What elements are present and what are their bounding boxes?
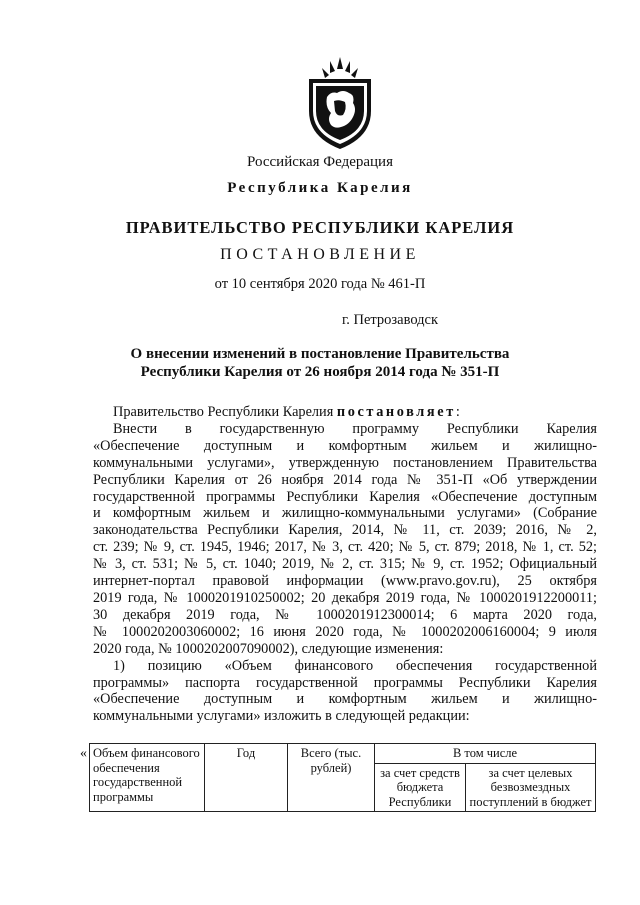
intro-paragraph — [93, 404, 597, 421]
header-including: В том числе — [375, 744, 596, 764]
karelia-coat-of-arms-icon — [301, 55, 379, 153]
intro-emphasis: постановляет — [336, 404, 456, 420]
opening-quote: « — [80, 746, 87, 761]
body-line: законодательства Республики Карелия, 2014, № 11, ст. 2039; 2016, № 2, — [93, 522, 597, 539]
header-republic-budget: за счет средств бюджета Республики — [375, 763, 466, 812]
body-line: «Обеспечение доступным и комфортным жильем и жилищно- — [93, 437, 597, 454]
header-total: Всего (тыс. рублей) — [288, 744, 375, 812]
document-body — [93, 404, 597, 725]
body-line: и комфортным жильем и жилищно-коммунальными услугами» (Собрание — [93, 505, 597, 522]
body-line: 30 декабря 2019 года, № 1000201912300014; 6 марта 2020 года, — [93, 606, 597, 623]
amendment-paragraph — [93, 421, 597, 658]
body-line: № 1000202003060002; 16 июня 2020 года, № 1000202006160004; 9 июля — [93, 623, 597, 640]
item-1-paragraph — [93, 658, 597, 726]
body-line: 2020 года, № 1000202007090002), следующие изменения: — [93, 640, 444, 657]
body-line: государственной программы Республики Карелия «Обеспечение доступным — [93, 488, 597, 505]
intro-text: Правительство Республики Карелия — [113, 404, 337, 420]
document-type: ПОСТАНОВЛЕНИЕ — [220, 246, 420, 263]
intro-colon: : — [455, 404, 460, 420]
country-name: Российская Федерация — [247, 154, 393, 170]
header-volume: Объем финансового обеспечения государственной программы — [90, 744, 205, 812]
body-line: Внести в государственную программу Республики Карелия — [113, 420, 597, 437]
table-header-row — [90, 744, 596, 764]
document-title-line-1: О внесении изменений в постановление Правительства — [130, 346, 510, 362]
body-line: интернет-портал правовой информации (www.pravo.gov.ru), 25 октября — [93, 573, 597, 590]
city: г. Петрозаводск — [341, 312, 439, 328]
date-and-number: от 10 сентября 2020 года № 461-П — [214, 276, 426, 292]
body-line: № 3, ст. 531; № 5, ст. 1040; 2019, № 2, ст. 315; № 9, ст. 1952; Официальный — [93, 556, 597, 573]
item-line: «Обеспечение доступным и комфортным жильем и жилищно- — [93, 691, 597, 708]
header-year: Год — [205, 744, 288, 812]
body-line: ст. 239; № 9, ст. 1945, 1946; 2017, № 3, ст. 420; № 5, ст. 879; 2018, № 1, ст. 52; — [93, 539, 597, 556]
item-line: программы» паспорта государственной программы Республики Карелия — [93, 674, 597, 691]
body-line: 2019 года, № 1000201910250002; 20 декабря 2019 года, № 1000201912200011; — [93, 589, 597, 606]
item-line: коммунальными услугами» изложить в следующей редакции: — [93, 708, 470, 725]
document-title-line-2: Республики Карелия от 26 ноября 2014 года № 351-П — [140, 364, 500, 380]
header-target-grants: за счет целевых безвозмездных поступлений в бюджет — [466, 763, 596, 812]
body-line: коммунальными услугами», утвержденную постановлением Правительства — [93, 454, 597, 471]
item-line: 1) позицию «Объем финансового обеспечения государственной — [113, 657, 597, 674]
government-name: ПРАВИТЕЛЬСТВО РЕСПУБЛИКИ КАРЕЛИЯ — [125, 218, 515, 237]
page-bottom-margin — [0, 840, 640, 905]
republic-name: Республика Карелия — [227, 180, 413, 196]
body-line: Республики Карелия от 26 ноября 2014 года № 351-П «Об утверждении — [93, 471, 597, 488]
funding-table — [89, 743, 596, 812]
